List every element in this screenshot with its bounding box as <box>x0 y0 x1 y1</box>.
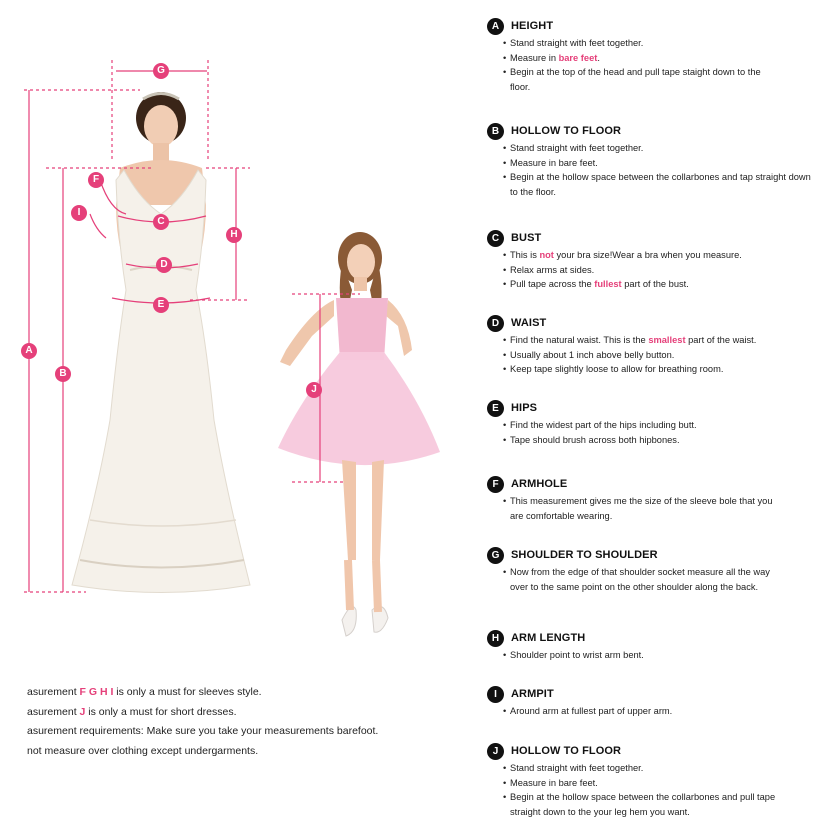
letter-badge: B <box>487 123 504 140</box>
marker-f: F <box>88 172 104 188</box>
note-line-2: asurement J is only a must for short dresses. <box>27 705 237 718</box>
section-shoulder-to-shoulder <box>487 547 817 594</box>
letter-badge: I <box>487 686 504 703</box>
letter-badge: H <box>487 630 504 647</box>
letter-badge: D <box>487 315 504 332</box>
models-illustration <box>0 0 470 660</box>
short-dress-figure <box>278 232 440 636</box>
bride-figure <box>72 92 250 593</box>
note-line-3: asurement requirements: Make sure you take your measurements barefoot. <box>27 725 379 737</box>
letter-badge: G <box>487 547 504 564</box>
note-line-4: not measure over clothing except undergarments. <box>27 744 259 757</box>
marker-j: J <box>306 382 322 398</box>
section-title: HIPS <box>511 402 538 414</box>
section-hips <box>487 400 817 447</box>
bullet: • Keep tape slightly loose to allow for breathing room. <box>487 362 817 377</box>
section-title: BUST <box>511 232 542 244</box>
section-armhole <box>487 476 817 523</box>
section-title: HOLLOW TO FLOOR <box>511 125 622 137</box>
marker-g: G <box>153 63 169 79</box>
letter-badge: J <box>487 743 504 760</box>
section-hollow-to-floor <box>487 123 817 199</box>
note-line-1: asurement F G H I is only a must for sleeves style. <box>27 686 262 698</box>
section-title: ARM LENGTH <box>511 632 586 644</box>
bullet: • Measure in bare feet. <box>487 156 817 171</box>
bullet: • Usually about 1 inch above belly button. <box>487 348 817 363</box>
bullet: • Around arm at fullest part of upper arm. <box>487 704 817 719</box>
section-title: SHOULDER TO SHOULDER <box>511 549 658 561</box>
letter-badge: E <box>487 400 504 417</box>
bullet: • Measure in bare feet. <box>487 51 817 66</box>
bullet: • This is not your bra size!Wear a bra when you measure. <box>487 248 817 263</box>
section-bust <box>487 230 817 292</box>
bullet: • Pull tape across the fullest part of the bust. <box>487 277 817 292</box>
measurement-notes <box>27 683 447 761</box>
section-title: ARMHOLE <box>511 478 568 490</box>
marker-c: C <box>153 214 169 230</box>
bullet: • Stand straight with feet together. <box>487 36 817 51</box>
bullet: • Stand straight with feet together. <box>487 141 817 156</box>
marker-d: D <box>156 257 172 273</box>
bullet: • Now from the edge of that shoulder socket measure all the way over to the same point on the other shoulder along the back. <box>487 565 817 594</box>
section-title: HOLLOW TO FLOOR <box>511 745 622 757</box>
letter-badge: A <box>487 18 504 35</box>
bullet: • Stand straight with feet together. <box>487 761 817 776</box>
section-waist <box>487 315 817 377</box>
bullet: • Tape should brush across both hipbones. <box>487 433 817 448</box>
section-arm-length <box>487 630 817 663</box>
letter-badge: F <box>487 476 504 493</box>
marker-h: H <box>226 227 242 243</box>
bullet: • Begin at the top of the head and pull tape staight down to the floor. <box>487 65 817 94</box>
section-title: WAIST <box>511 317 547 329</box>
marker-b: B <box>55 366 71 382</box>
bullet: • Begin at the hollow space between the collarbones and tap straight down to the floor. <box>487 170 817 199</box>
figure-area <box>0 0 470 660</box>
bullet: • Relax arms at sides. <box>487 263 817 278</box>
bullet: • Shoulder point to wrist arm bent. <box>487 648 817 663</box>
section-height <box>487 18 817 94</box>
marker-e: E <box>153 297 169 313</box>
section-title: ARMPIT <box>511 688 554 700</box>
marker-i: I <box>71 205 87 221</box>
section-title: HEIGHT <box>511 20 554 32</box>
section-hollow-to-hem <box>487 743 817 819</box>
bullet: • Begin at the hollow space between the collarbones and pull tape straight down to the your leg hem you want. <box>487 790 817 819</box>
bullet: • Find the natural waist. This is the smallest part of the waist. <box>487 333 817 348</box>
bullet: • Measure in bare feet. <box>487 776 817 791</box>
bullet: • Find the widest part of the hips including butt. <box>487 418 817 433</box>
letter-badge: C <box>487 230 504 247</box>
bullet: • This measurement gives me the size of the sleeve bole that you are comfortable wearing. <box>487 494 817 523</box>
marker-a: A <box>21 343 37 359</box>
section-armpit <box>487 686 817 719</box>
